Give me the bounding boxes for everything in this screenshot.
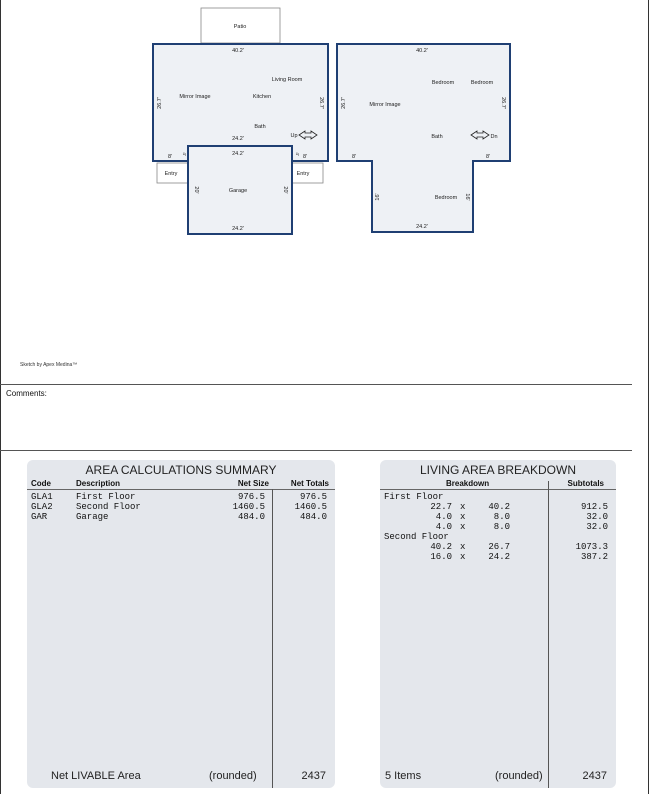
net-livable-total: 2437	[301, 770, 326, 782]
breakdown-dim-a: 16.0	[430, 552, 452, 562]
breakdown-subtotal: 387.2	[580, 552, 608, 562]
area-row-net-total: 976.5	[299, 492, 327, 502]
breakdown-dim-a: 4.0	[435, 522, 452, 532]
breakdown-subtotal: 1073.3	[575, 542, 608, 552]
net-livable-label: Net LIVABLE Area	[51, 770, 141, 782]
dim-first-bottom-left-small: 4'	[182, 152, 187, 156]
divider-bottom	[0, 450, 632, 451]
area-row-description: Second Floor	[76, 502, 141, 512]
col-head-net-size: Net Size	[237, 479, 269, 488]
divider-top	[0, 384, 632, 385]
living-breakdown-column-divider	[548, 481, 549, 788]
dim-garage-bottom: 24.2'	[232, 226, 244, 232]
breakdown-dim-a: 40.2	[430, 542, 452, 552]
area-row-net-size: 484.0	[237, 512, 265, 522]
breakdown-subtotal: 912.5	[580, 502, 608, 512]
room-label-bedroom-1: Bedroom	[431, 80, 455, 86]
room-label-garage: Garage	[228, 188, 248, 194]
dim-garage-right: 20'	[282, 186, 288, 194]
dim-second-lower-left: 16'	[375, 193, 381, 201]
sketch-credit: Sketch by Apex Medina™	[20, 362, 78, 368]
dim-first-top: 40.2'	[232, 48, 244, 54]
breakdown-dim-a: 4.0	[435, 512, 452, 522]
room-label-living-room: Living Room	[271, 77, 303, 83]
breakdown-dim-b: 40.2	[488, 502, 510, 512]
dim-second-bottom-left: 8'	[351, 154, 357, 160]
room-label-mirror-image-2: Mirror Image	[369, 102, 401, 108]
dim-second-bottom: 24.2'	[416, 224, 428, 230]
breakdown-rounded: (rounded)	[495, 770, 543, 782]
area-row-net-size: 976.5	[237, 492, 265, 502]
dim-garage-left: 20'	[193, 186, 199, 194]
breakdown-dim-b: 8.0	[493, 512, 510, 522]
room-label-entry-right: Entry	[296, 171, 310, 177]
breakdown-section-label: Second Floor	[384, 532, 449, 542]
breakdown-items-count: 5 Items	[385, 770, 422, 782]
room-label-bedroom-2: Bedroom	[470, 80, 494, 86]
dim-first-mid: 24.2'	[232, 136, 244, 142]
col-head-code: Code	[31, 479, 51, 488]
area-row-code: GAR	[31, 512, 48, 522]
first-floor-outline	[153, 44, 328, 161]
breakdown-total: 2437	[582, 770, 607, 782]
room-label-mirror-image-1: Mirror Image	[179, 94, 211, 100]
comments-label: Comments:	[6, 389, 47, 398]
area-summary-header-rule	[27, 489, 335, 490]
breakdown-dim-b: 24.2	[488, 552, 510, 562]
area-row-description: First Floor	[76, 492, 136, 502]
breakdown-times: x	[460, 512, 466, 522]
living-area-breakdown-panel	[380, 460, 616, 788]
dim-first-bottom-right-small: 4'	[295, 152, 300, 156]
dim-second-left: 26.7'	[341, 97, 347, 109]
breakdown-times: x	[460, 542, 466, 552]
room-label-bedroom-3: Bedroom	[434, 195, 458, 201]
dim-second-right: 26.7'	[500, 97, 506, 109]
room-label-dn: Dn	[490, 134, 498, 140]
breakdown-subtotal: 32.0	[586, 512, 608, 522]
dim-second-lower-right: 16'	[464, 193, 470, 201]
breakdown-times: x	[460, 502, 466, 512]
breakdown-dim-b: 8.0	[493, 522, 510, 532]
breakdown-dim-b: 26.7	[488, 542, 510, 552]
breakdown-dim-a: 22.7	[430, 502, 452, 512]
area-row-net-total: 1460.5	[294, 502, 327, 512]
dim-first-bottom-left: 8'	[167, 154, 173, 160]
dim-first-bottom-mid: 24.2'	[232, 151, 244, 157]
area-row-net-size: 1460.5	[232, 502, 265, 512]
floor-plan-sketch	[0, 0, 650, 380]
room-label-bath-1: Bath	[254, 124, 266, 130]
area-row-description: Garage	[76, 512, 109, 522]
room-label-kitchen: Kitchen	[252, 94, 272, 100]
area-row-code: GLA1	[31, 492, 53, 502]
living-breakdown-header-rule	[380, 489, 616, 490]
room-label-up: Up	[290, 133, 298, 139]
area-summary-title: AREA CALCULATIONS SUMMARY	[85, 463, 277, 477]
net-livable-rounded: (rounded)	[209, 770, 257, 782]
area-calculations-panel	[27, 460, 335, 788]
breakdown-times: x	[460, 552, 466, 562]
living-breakdown-title: LIVING AREA BREAKDOWN	[419, 463, 577, 477]
col-head-breakdown: Breakdown	[446, 479, 490, 488]
breakdown-subtotal: 32.0	[586, 522, 608, 532]
room-label-entry-left: Entry	[164, 171, 178, 177]
col-head-subtotals: Subtotals	[567, 479, 604, 488]
room-label-bath-2: Bath	[431, 134, 443, 140]
col-head-description: Description	[76, 479, 121, 488]
area-row-code: GLA2	[31, 502, 53, 512]
dim-first-right: 26.7'	[318, 97, 324, 109]
dim-second-top: 40.2'	[416, 48, 428, 54]
breakdown-section-label: First Floor	[384, 492, 444, 502]
dim-first-bottom-right: 8'	[302, 154, 308, 160]
area-summary-column-divider	[272, 489, 273, 788]
area-row-net-total: 484.0	[299, 512, 327, 522]
dim-first-left: 26.7'	[157, 97, 163, 109]
room-label-patio: Patio	[233, 24, 247, 30]
floor-plan-svg	[0, 0, 650, 380]
breakdown-times: x	[460, 522, 466, 532]
col-head-net-totals: Net Totals	[290, 479, 329, 488]
dim-second-bottom-right: 8'	[485, 154, 491, 160]
